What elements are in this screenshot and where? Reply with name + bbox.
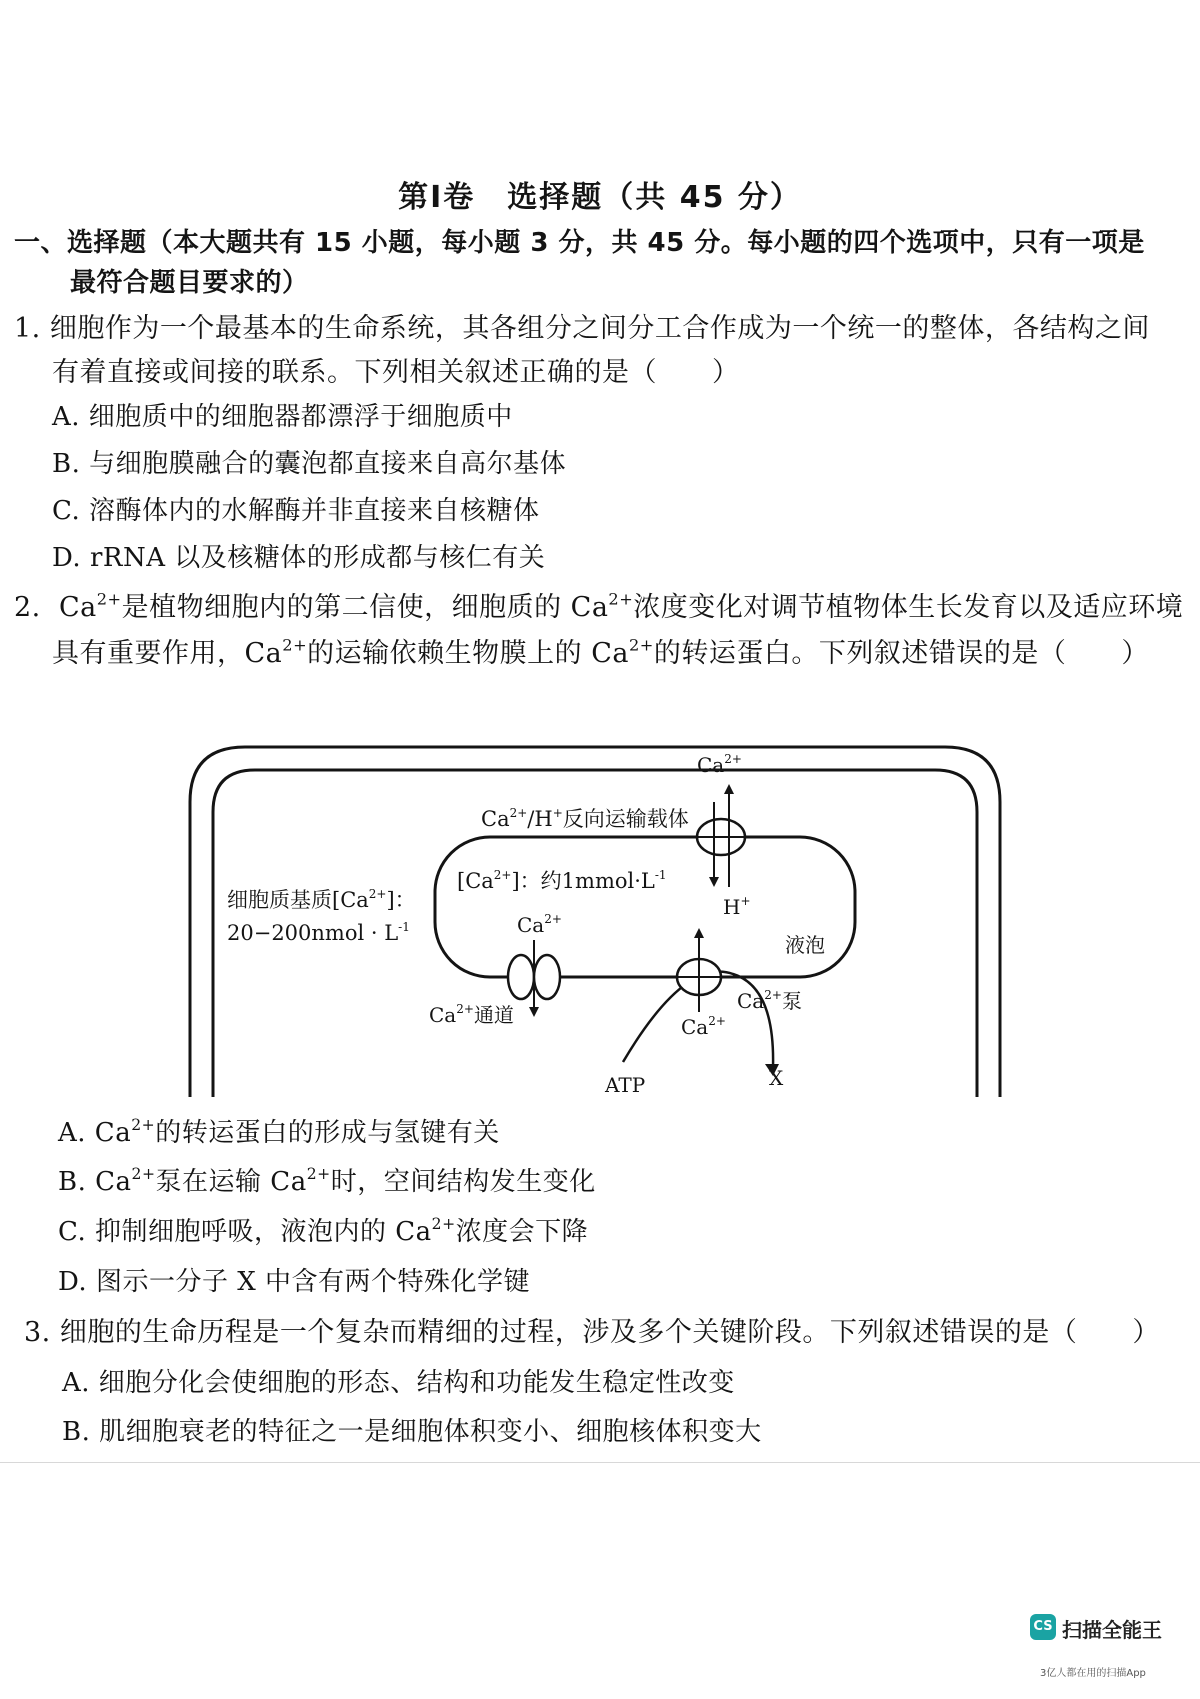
cytoplasm-concentration-range: 20−200nmol · $L^{-1}$ [227, 920, 410, 945]
camscanner-tagline: 3亿人都在用的扫描App [1040, 1668, 1146, 1679]
q1-stem-line-1: 1. 细胞作为一个最基本的生命系统，其各组分之间分工合作成为一个统一的整体，各结构之间 [14, 313, 1150, 344]
antiporter-protein [697, 784, 745, 887]
q2-option-text: D. 图示一分子 X 中含有两个特殊化学键 [58, 1267, 530, 1297]
q1-stem-line-2: 有着直接或间接的联系。下列相关叙述正确的是（ ） [52, 357, 740, 388]
q2-text: 浓度变化对调节植物体生长发育以及适应环境 [633, 592, 1184, 623]
q1-option-a: A. 细胞质中的细胞器都漂浮于细胞质中 [52, 402, 513, 432]
q2-option-d [58, 1261, 530, 1298]
camscanner-logo-icon: CS [1030, 1614, 1056, 1640]
antiporter-label: $Ca^{2+}/H^+$反向运输载体 [481, 806, 689, 831]
q2-option-text: 时，空间结构发生变化 [330, 1167, 596, 1197]
q2-stem-line-2 [52, 631, 1149, 670]
superscript: 2+ [282, 635, 308, 655]
pump-ca-label: $Ca^{2+}$ [681, 1014, 726, 1039]
q2-option-text: 浓度会下降 [455, 1217, 589, 1247]
superscript: 2+ [628, 635, 654, 655]
q2-option-text: C. 抑制细胞呼吸，液泡内的 Ca [58, 1217, 432, 1247]
section-title: 第Ⅰ卷 选择题（共 45 分） [398, 180, 802, 215]
vacuole-concentration: $[Ca^{2+}]$：约$1mmol\cdot L^{-1}$ [457, 868, 667, 893]
superscript: 2+ [131, 1165, 156, 1184]
q3-stem: 3. 细胞的生命历程是一个复杂而精细的过程，涉及多个关键阶段。下列叙述错误的是（ ） [24, 1317, 1160, 1348]
q2-number: 2. [14, 592, 41, 623]
scan-edge-divider [0, 1462, 1200, 1463]
q3-option-a: A. 细胞分化会使细胞的形态、结构和功能发生稳定性改变 [62, 1368, 735, 1398]
superscript: 2+ [608, 589, 634, 609]
calcium-transport-diagram [185, 742, 1005, 1097]
q2-option-a [58, 1112, 500, 1149]
q2-option-c [58, 1211, 588, 1248]
q2-option-text: B. Ca [58, 1167, 132, 1197]
q2-text: Ca [58, 592, 97, 623]
superscript: 2+ [306, 1165, 331, 1184]
q2-option-text: 泵在运输 Ca [155, 1167, 307, 1197]
h-ion-label: H+ [723, 894, 751, 919]
q2-text: 的转运蛋白。下列叙述错误的是（ ） [653, 638, 1149, 669]
x-label: X [769, 1066, 784, 1090]
q2-option-text: A. Ca [58, 1118, 132, 1148]
antiporter-ca-label: $Ca^{2+}$ [697, 752, 742, 777]
superscript: 2+ [96, 589, 122, 609]
q2-option-b [58, 1161, 596, 1198]
channel-ca-label: $Ca^{2+}$ [517, 912, 562, 937]
superscript: 2+ [431, 1215, 456, 1234]
q2-text: 具有重要作用，Ca [52, 638, 283, 669]
q2-option-text: 的转运蛋白的形成与氢键有关 [155, 1118, 500, 1148]
instruction-line-1: 一、选择题（本大题共有 15 小题，每小题 3 分，共 45 分。每小题的四个选项中，只有一项是 [14, 228, 1145, 258]
q2-text: 是植物细胞内的第二信使，细胞质的 Ca [121, 592, 609, 623]
q1-option-b: B. 与细胞膜融合的囊泡都直接来自高尔基体 [52, 449, 567, 479]
cytoplasm-concentration-label: 细胞质基质$[Ca^{2+}]$： [227, 887, 416, 912]
q1-option-c: C. 溶酶体内的水解酶并非直接来自核糖体 [52, 496, 540, 526]
camscanner-app-name: 扫描全能王 [1062, 1618, 1162, 1642]
q1-option-d: D. rRNA 以及核糖体的形成都与核仁有关 [52, 543, 546, 573]
channel-label: $Ca^{2+}$通道 [429, 1002, 514, 1027]
calcium-channel [508, 940, 560, 1017]
vacuole-label: 液泡 [785, 933, 825, 957]
pump-label: $Ca^{2+}$泵 [737, 988, 802, 1013]
q3-option-b: B. 肌细胞衰老的特征之一是细胞体积变小、细胞核体积变大 [62, 1417, 762, 1447]
atp-label: ATP [605, 1073, 646, 1097]
instruction-line-2: 最符合题目要求的） [70, 268, 309, 298]
q2-stem-line-1 [14, 585, 1183, 624]
q2-text: 的运输依赖生物膜上的 Ca [307, 638, 629, 669]
superscript: 2+ [131, 1116, 156, 1135]
